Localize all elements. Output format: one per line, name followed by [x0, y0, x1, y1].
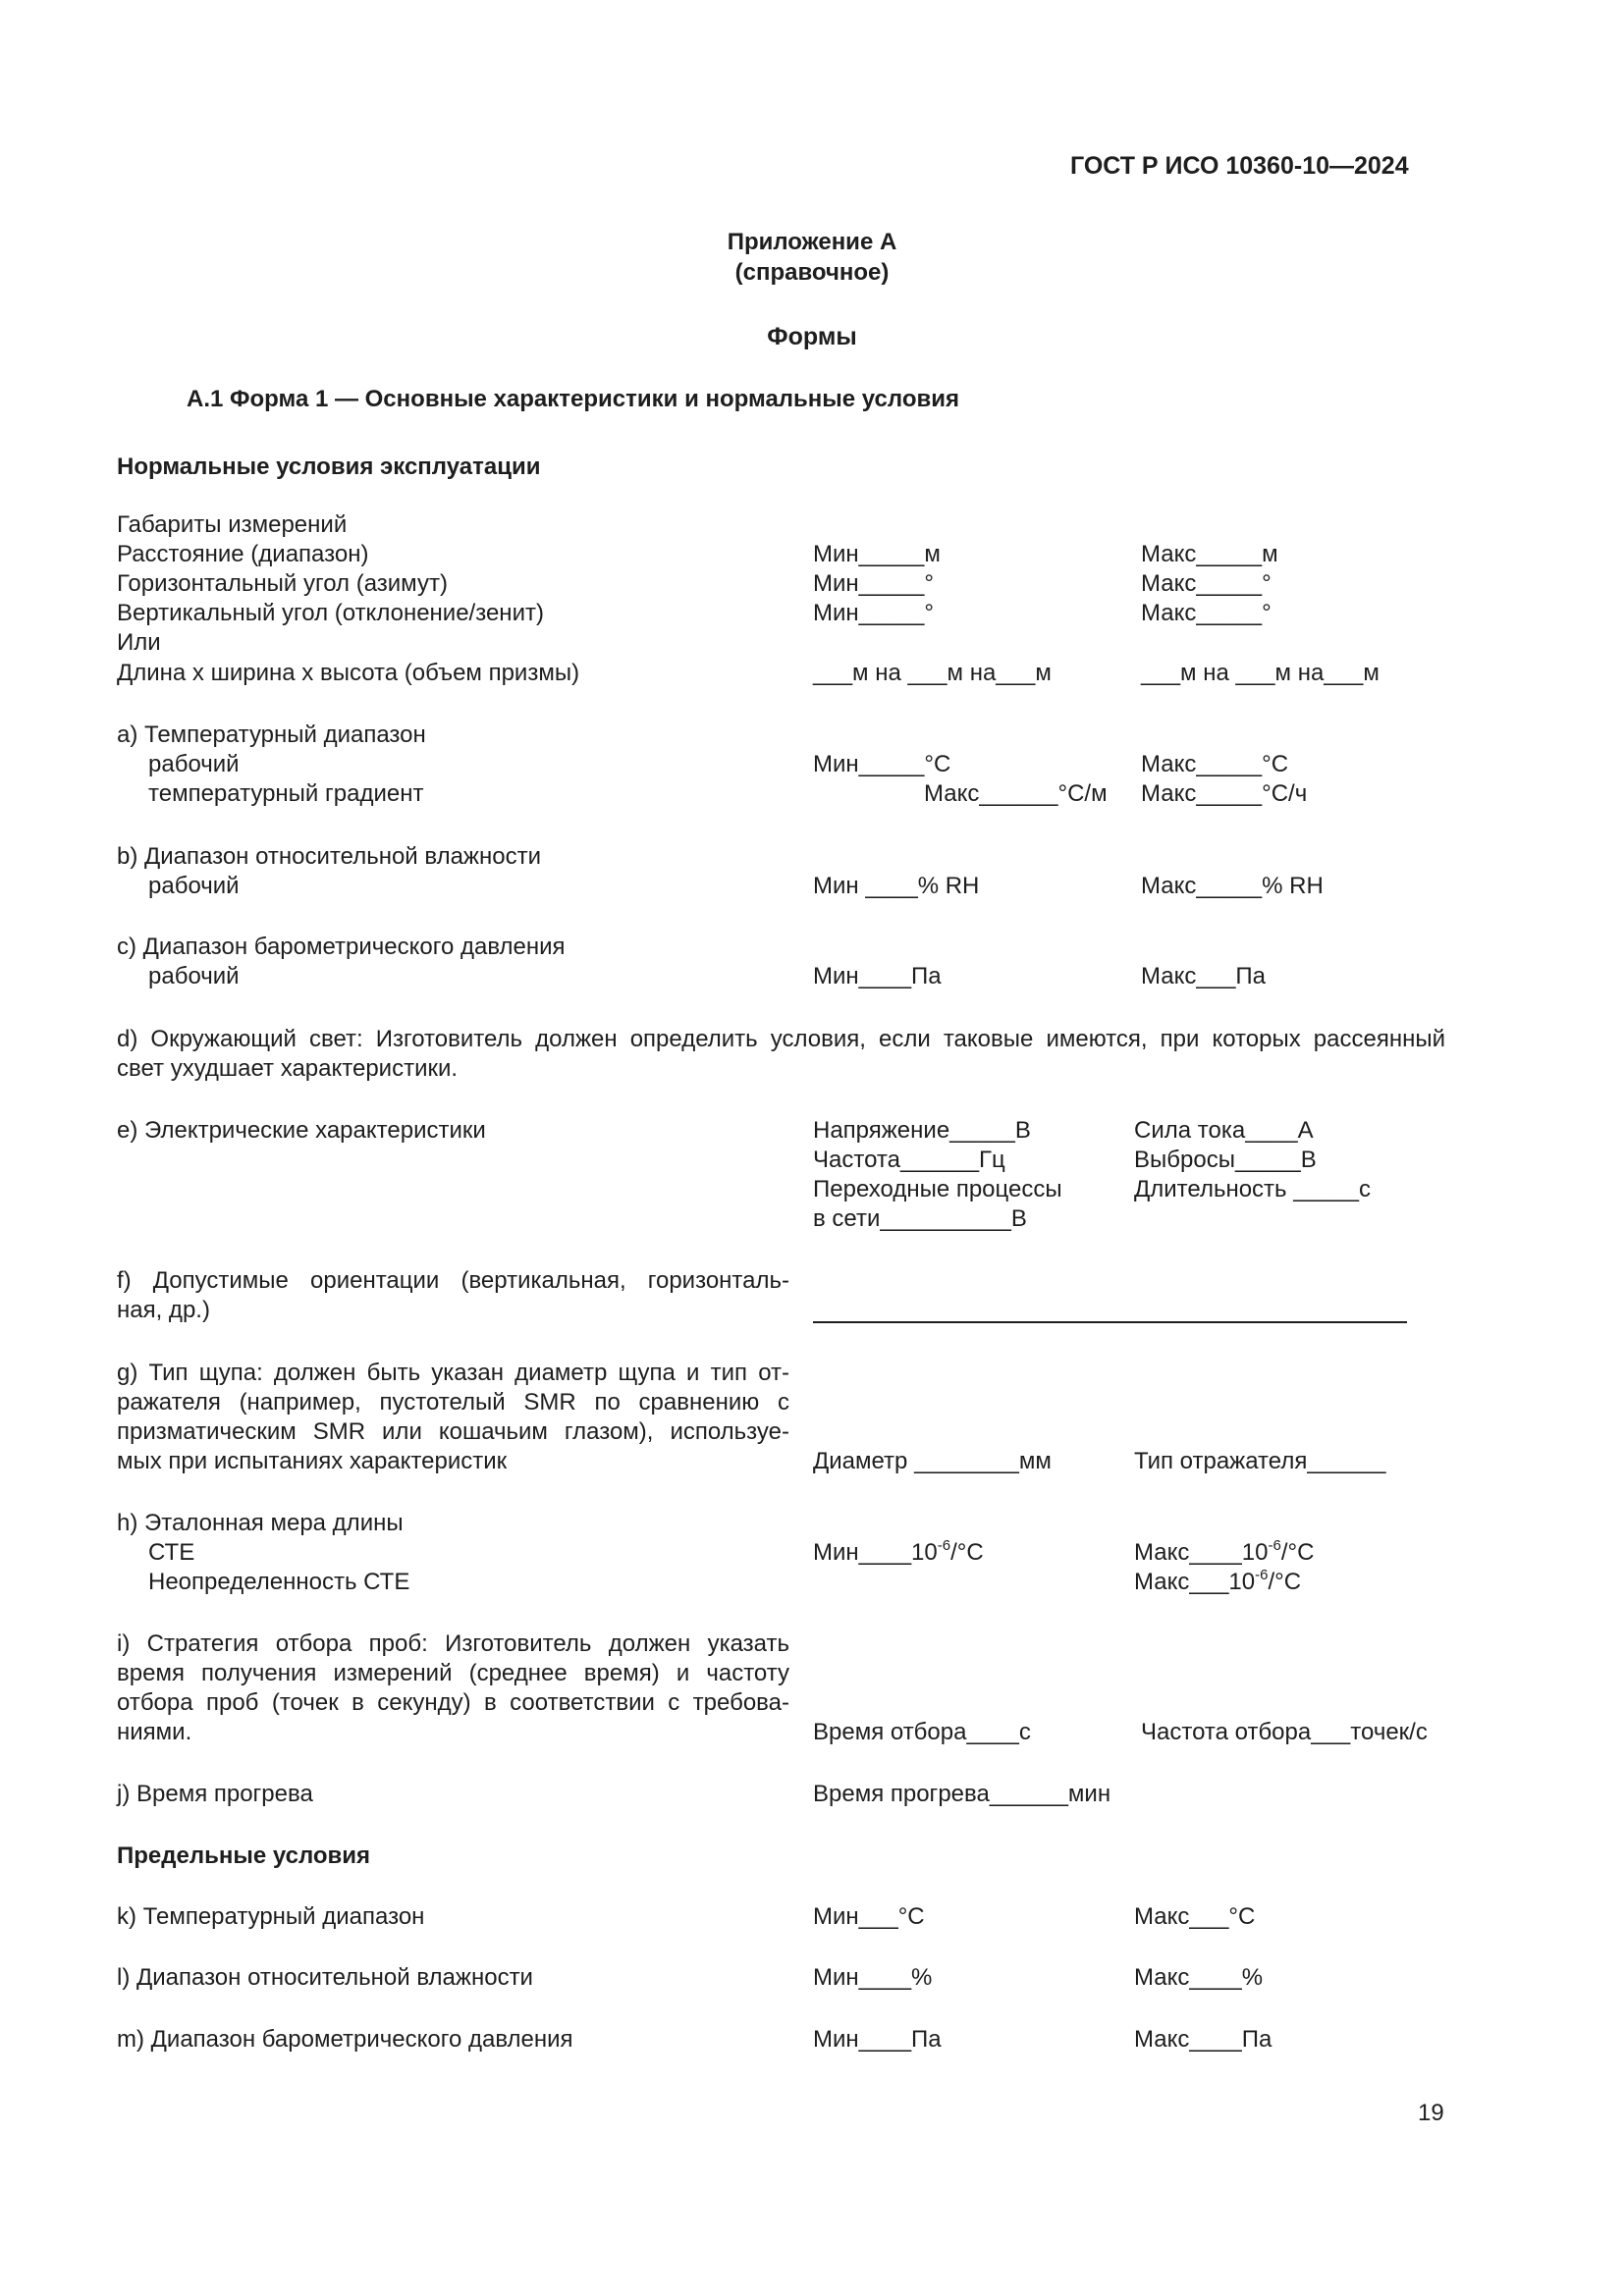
- vangle-max: Макс_____°: [1141, 600, 1272, 626]
- temp-working-label: рабочий: [148, 751, 240, 777]
- temp-gradient-min: Макс______°С/м: [924, 780, 1108, 807]
- temp-gradient-max: Макс_____°С/ч: [1141, 780, 1308, 807]
- page-number: 19: [1418, 2100, 1444, 2126]
- orientations-line2: ная, др.): [117, 1297, 210, 1323]
- hangle-min: Мин_____°: [813, 570, 934, 597]
- limit-pressure-min: Мин____Па: [813, 2026, 942, 2053]
- sampling-rate-field: Частота отбора___точек/с: [1141, 1719, 1428, 1745]
- limit-temp-max: Макс___°С: [1134, 1903, 1256, 1930]
- distance-min: Мин_____м: [813, 541, 941, 567]
- normal-conditions-heading: Нормальные условия эксплуатации: [117, 454, 541, 480]
- probe-type-line1: g) Тип щупа: должен быть указан диаметр щупа и тип от-: [117, 1360, 789, 1386]
- limit-conditions-heading: Предельные условия: [117, 1842, 371, 1869]
- cte-uncertainty-label: Неопределенность СТЕ: [148, 1569, 410, 1595]
- duration-field: Длительность _____с: [1134, 1176, 1371, 1202]
- transients-label: Переходные процессы: [813, 1176, 1062, 1202]
- temp-working-min: Мин_____°С: [813, 751, 951, 777]
- reflector-type-field: Тип отражателя______: [1134, 1448, 1386, 1474]
- sampling-line4: ниями.: [117, 1719, 192, 1745]
- sampling-line3: отбора проб (точек в секунду) в соответствии с требова-: [117, 1689, 789, 1716]
- temp-gradient-label: температурный градиент: [148, 780, 424, 807]
- probe-diameter-field: Диаметр ________мм: [813, 1448, 1052, 1474]
- electrical-label: е) Электрические характеристики: [117, 1117, 486, 1144]
- distance-max: Макс_____м: [1141, 541, 1278, 567]
- humidity-label: b) Диапазон относительной влажности: [117, 843, 541, 870]
- sampling-line2: время получения измерений (среднее время) и частоту: [117, 1660, 789, 1686]
- pressure-min: Мин____Па: [813, 963, 942, 989]
- ambient-light-line1: d) Окружающий свет: Изготовитель должен определить условия, если таковые имеются, при которых рассеянный: [117, 1026, 1445, 1052]
- warmup-label: j) Время прогрева: [117, 1781, 313, 1807]
- standard-code: ГОСТ Р ИСО 10360-10—2024: [1070, 152, 1409, 180]
- warmup-field: Время прогрева______мин: [813, 1781, 1111, 1807]
- cte-label: СТЕ: [148, 1539, 195, 1566]
- current-field: Сила тока____А: [1134, 1117, 1314, 1144]
- limit-humidity-min: Мин____%: [813, 1964, 933, 1991]
- hangle-max: Макс_____°: [1141, 570, 1272, 597]
- limit-pressure-max: Макс____Па: [1134, 2026, 1272, 2053]
- prism-label: Длина х ширина х высота (объем призмы): [117, 660, 580, 686]
- distance-label: Расстояние (диапазон): [117, 541, 369, 567]
- pressure-label: с) Диапазон барометрического давления: [117, 934, 566, 960]
- probe-type-line4: мых при испытаниях характеристик: [117, 1448, 508, 1474]
- limit-humidity-label: l) Диапазон относительной влажности: [117, 1964, 533, 1991]
- frequency-field: Частота______Гц: [813, 1147, 1005, 1173]
- pressure-working-label: рабочий: [148, 963, 240, 989]
- sampling-time-field: Время отбора____с: [813, 1719, 1031, 1745]
- annex-heading: Формы: [767, 323, 857, 350]
- dims-title: Габариты измерений: [117, 511, 348, 538]
- cte-uncertainty-max: $Макс\_\_\_10^{-6}/^\circ С$: [1134, 1567, 1302, 1595]
- ambient-light-line2: свет ухудшает характеристики.: [117, 1055, 459, 1082]
- annex-subtitle: (справочное): [734, 259, 890, 286]
- humidity-min: Мин ____% RH: [813, 873, 980, 899]
- vangle-min: Мин_____°: [813, 600, 934, 626]
- probe-type-line2: ражателя (например, пустотелый SMR по сравнению с: [117, 1389, 789, 1415]
- voltage-field: Напряжение_____В: [813, 1117, 1031, 1144]
- limit-temp-label: k) Температурный диапазон: [117, 1903, 425, 1930]
- hangle-label: Горизонтальный угол (азимут): [117, 570, 448, 597]
- length-standard-label: h) Эталонная мера длины: [117, 1510, 404, 1536]
- prism-max: ___м на ___м на___м: [1141, 660, 1380, 686]
- vangle-label: Вертикальный угол (отклонение/зенит): [117, 600, 544, 626]
- transients-field: в сети__________В: [813, 1205, 1027, 1232]
- or-label: Или: [117, 629, 161, 656]
- humidity-max: Макс_____% RH: [1141, 873, 1324, 899]
- cte-min: $Мин\_\_\_\_10^{-6}/^\circ С$: [813, 1537, 984, 1566]
- section-title: А.1 Форма 1 — Основные характеристики и нормальные условия: [187, 386, 960, 412]
- sampling-line1: i) Стратегия отбора проб: Изготовитель должен указать: [117, 1630, 789, 1657]
- surges-field: Выбросы_____В: [1134, 1147, 1317, 1173]
- limit-pressure-label: m) Диапазон барометрического давления: [117, 2026, 573, 2053]
- limit-humidity-max: Макс____%: [1134, 1964, 1264, 1991]
- pressure-max: Макс___Па: [1141, 963, 1267, 989]
- annex-title: Приложение А: [727, 229, 897, 255]
- prism-min: ___м на ___м на___м: [813, 660, 1052, 686]
- temp-working-max: Макс_____°С: [1141, 751, 1289, 777]
- temp-range-label: а) Температурный диапазон: [117, 721, 426, 748]
- probe-type-line3: призматическим SMR или кошачьим глазом), используе-: [117, 1418, 789, 1445]
- orientations-line1: f) Допустимые ориентации (вертикальная, горизонталь-: [117, 1267, 789, 1294]
- humidity-working-label: рабочий: [148, 873, 240, 899]
- limit-temp-min: Мин___°С: [813, 1903, 925, 1930]
- cte-max: $Макс\_\_\_\_10^{-6}/^\circ С$: [1134, 1537, 1315, 1566]
- orientations-blank-line: [813, 1321, 1407, 1323]
